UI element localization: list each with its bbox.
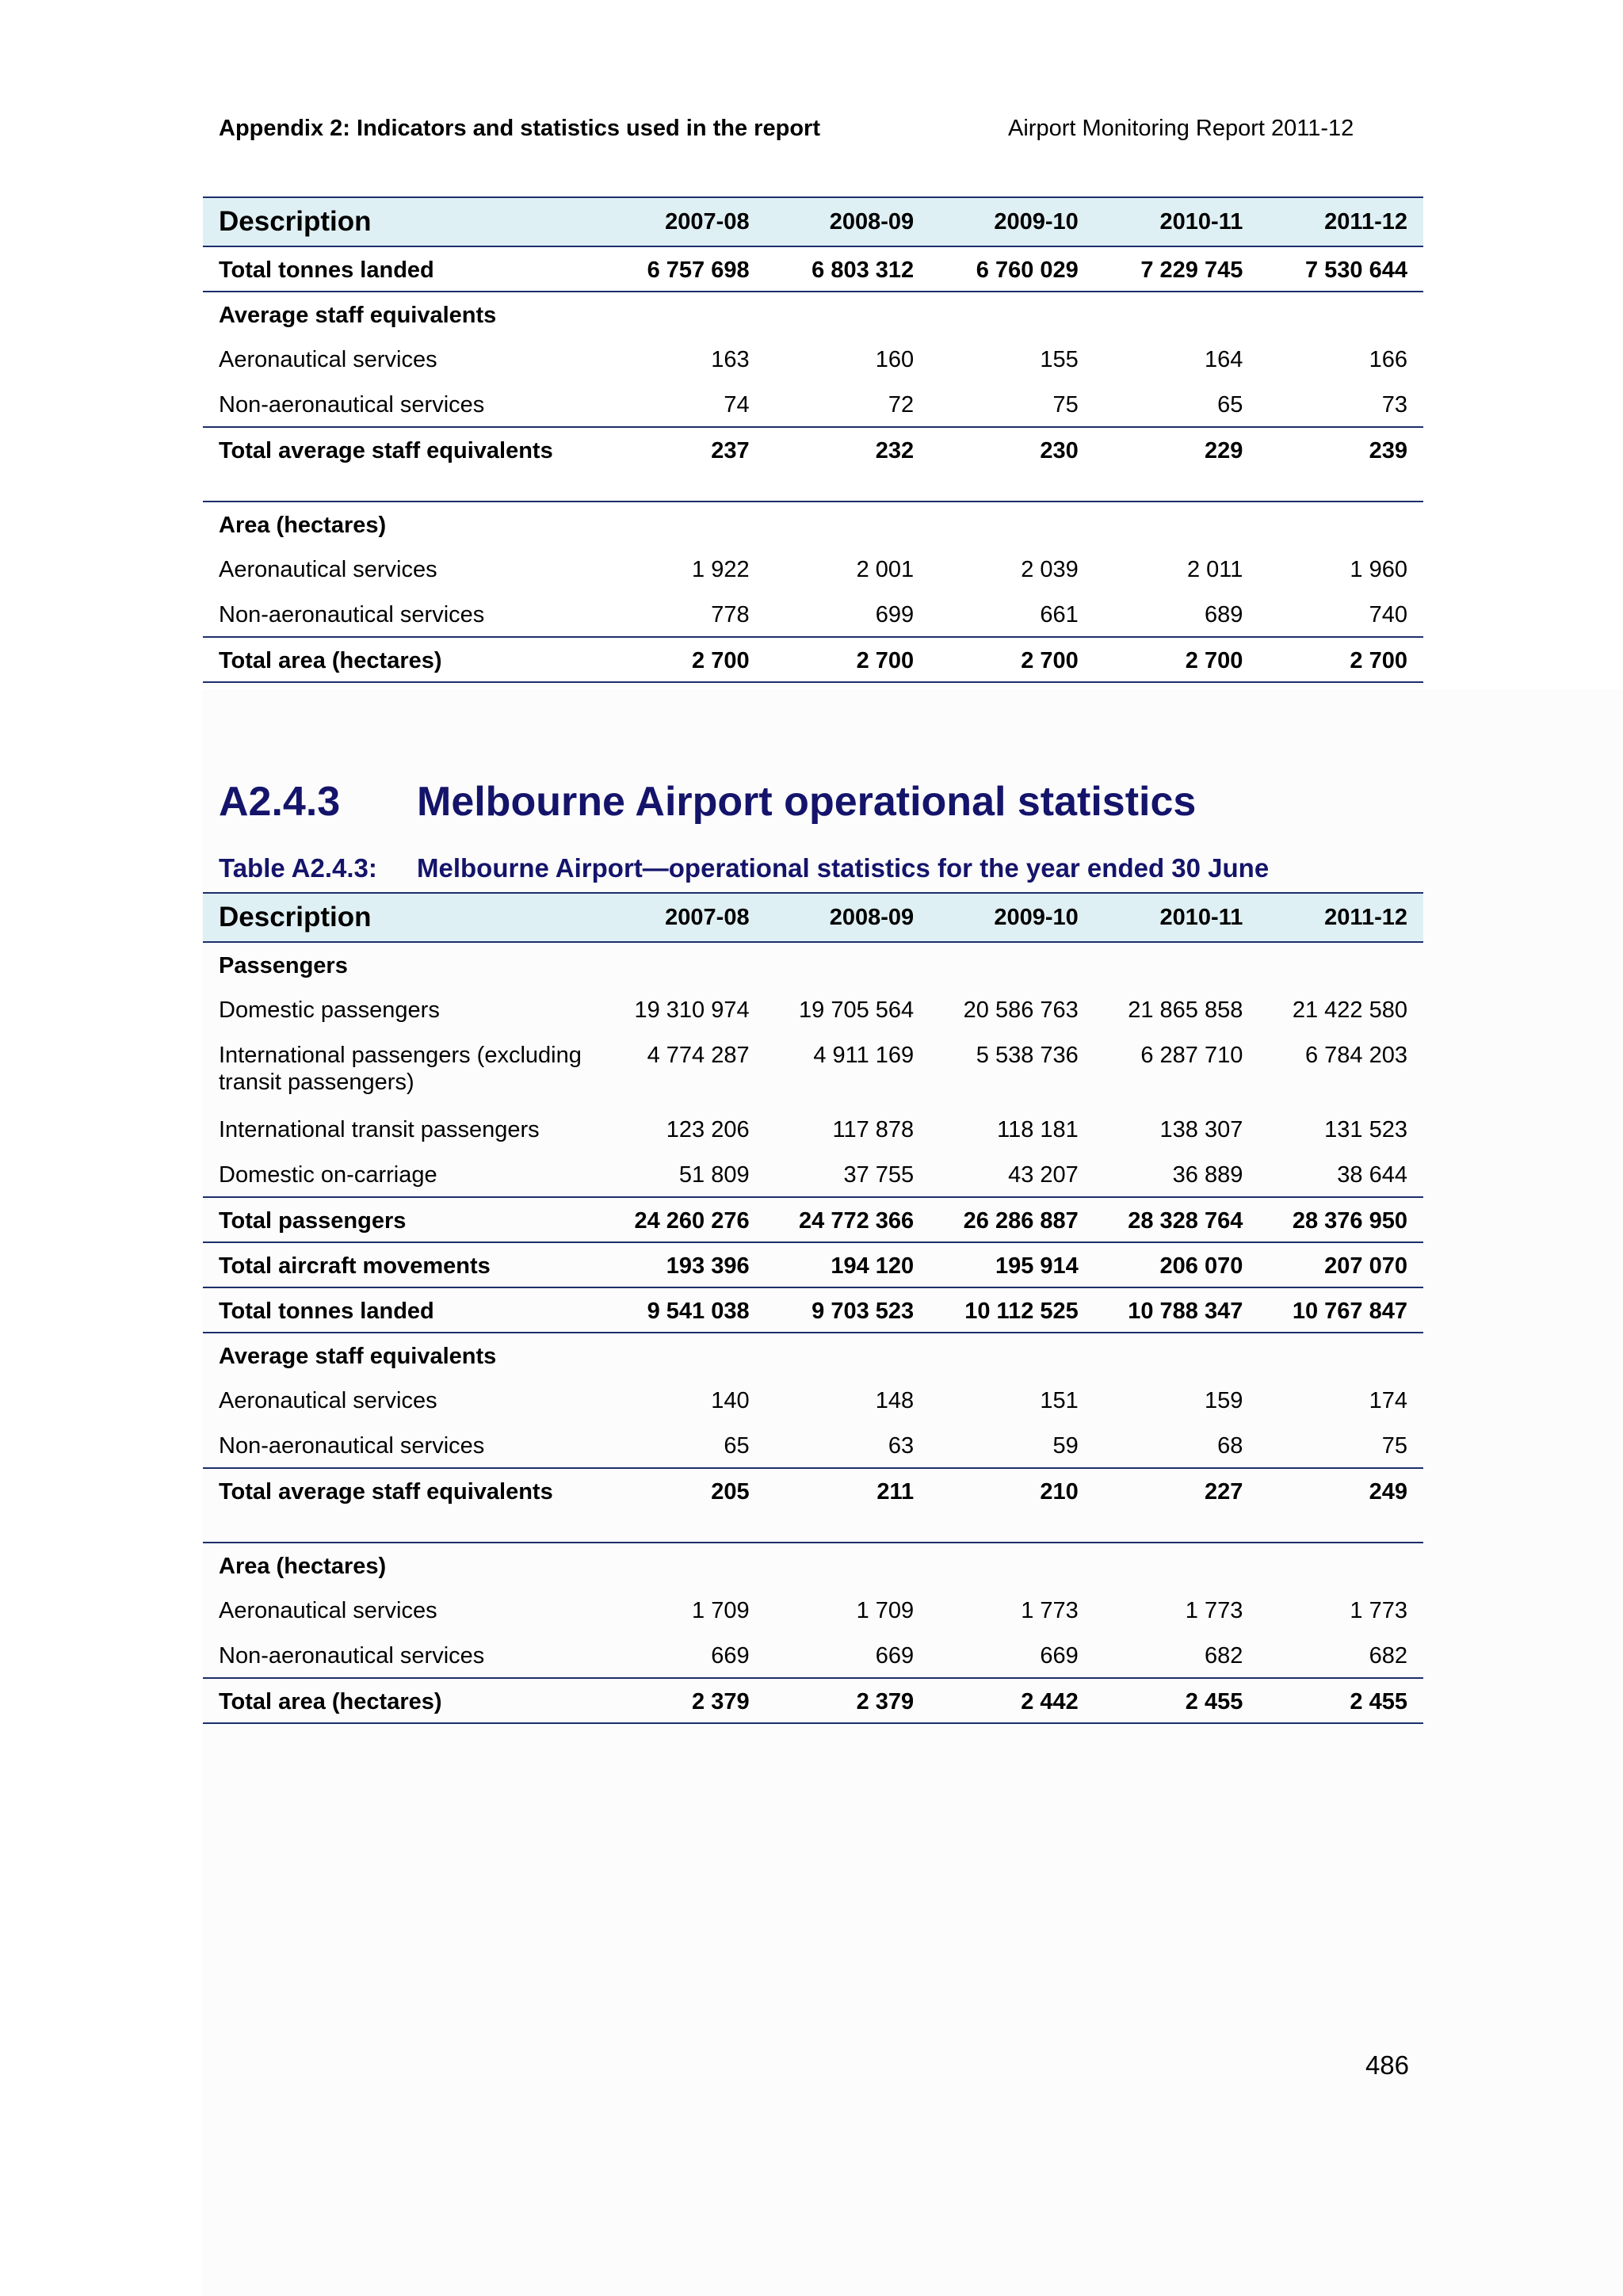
table-row [203, 427, 1423, 502]
cell-value [1258, 1543, 1423, 1588]
cell-value: 2 455 [1094, 1678, 1259, 1723]
cell-value: 2 011 [1186, 557, 1243, 582]
cell-value: 38 644 [1258, 1152, 1423, 1197]
cell-value: 2 039 [1021, 557, 1079, 582]
cell-value: 778 [601, 592, 766, 637]
table-row [203, 1152, 1423, 1197]
cell-value: 163 [711, 347, 750, 372]
row-label: Average staff equivalents [219, 303, 497, 328]
cell-value: 2 455 [1258, 1678, 1423, 1723]
column-header-year: 2008-09 [766, 197, 930, 246]
row-label: Passengers [219, 953, 348, 978]
cell-value: 6 287 710 [1140, 1043, 1243, 1068]
cell-value: 4 911 169 [813, 1043, 915, 1068]
cell-value [1094, 292, 1259, 337]
cell-value: 194 120 [766, 1242, 930, 1287]
cell-value: 155 [1040, 347, 1079, 372]
cell-value: 74 [601, 382, 766, 427]
cell-value: 72 [766, 382, 930, 427]
row-label: Non-aeronautical services [203, 382, 601, 427]
table-row [203, 1423, 1423, 1468]
cell-value: 159 [1204, 1388, 1243, 1413]
row-label: Total average staff equivalents [203, 1468, 601, 1543]
cell-value: 6 757 698 [601, 246, 766, 292]
cell-value: 210 [930, 1468, 1094, 1543]
cell-value: 1 773 [1021, 1598, 1079, 1623]
cell-value [1094, 942, 1259, 987]
cell-value: 19 310 974 [634, 997, 750, 1023]
cell-value: 10 788 347 [1094, 1287, 1259, 1333]
cell-value [601, 942, 766, 987]
column-header-year: 2010-11 [1094, 893, 1259, 942]
cell-value: 227 [1094, 1468, 1259, 1543]
cell-value: 193 396 [601, 1242, 766, 1287]
cell-value: 68 [1094, 1423, 1259, 1468]
section-heading [219, 778, 1196, 826]
cell-value: 195 914 [930, 1242, 1094, 1287]
cell-value: 5 538 736 [976, 1043, 1079, 1068]
cell-value: 237 [601, 427, 766, 502]
table-row [203, 1633, 1423, 1678]
cell-value: 151 [1040, 1388, 1079, 1413]
table-row [203, 382, 1423, 427]
table-header-row [203, 893, 1423, 942]
cell-value: 6 760 029 [930, 246, 1094, 292]
cell-value: 51 809 [601, 1152, 766, 1197]
cell-value: 205 [601, 1468, 766, 1543]
cell-value: 2 700 [766, 637, 930, 682]
cell-value [1258, 292, 1423, 337]
cell-value [601, 1333, 766, 1378]
cell-value: 229 [1094, 427, 1259, 502]
cell-value: 36 889 [1094, 1152, 1259, 1197]
cell-value: 206 070 [1094, 1242, 1259, 1287]
cell-value: 21 865 858 [1128, 997, 1243, 1023]
cell-value [1258, 1333, 1423, 1378]
cell-value [766, 942, 930, 987]
cell-value: 160 [875, 347, 915, 372]
cell-value: 1 960 [1350, 557, 1407, 582]
cell-value: 682 [1094, 1633, 1259, 1678]
cell-value: 26 286 887 [930, 1197, 1094, 1242]
row-label: Total aircraft movements [203, 1242, 601, 1287]
cell-value: 9 541 038 [601, 1287, 766, 1333]
column-header-year: 2011-12 [1258, 197, 1423, 246]
column-header-description: Description [203, 197, 601, 246]
cell-value: 2 379 [766, 1678, 930, 1723]
cell-value: 73 [1258, 382, 1423, 427]
cell-value: 2 379 [601, 1678, 766, 1723]
table-row [203, 292, 1423, 337]
table-row [203, 1107, 1423, 1152]
row-label: Aeronautical services [219, 1388, 437, 1413]
cell-value: 230 [930, 427, 1094, 502]
cell-value: 131 523 [1324, 1117, 1407, 1142]
row-label: Area (hectares) [219, 513, 387, 538]
cell-value: 682 [1258, 1633, 1423, 1678]
cell-value: 24 260 276 [601, 1197, 766, 1242]
table-row [203, 502, 1423, 547]
row-label: Non-aeronautical services [203, 1423, 601, 1468]
cell-value: 232 [766, 427, 930, 502]
row-label: Domestic on-carriage [203, 1152, 601, 1197]
table-header-row [203, 197, 1423, 246]
cell-value [1258, 942, 1423, 987]
cell-value: 75 [930, 382, 1094, 427]
cell-value: 138 307 [1159, 1117, 1243, 1142]
running-header-title: Appendix 2: Indicators and statistics used in the report [219, 116, 820, 141]
table-row [203, 1378, 1423, 1423]
cell-value [1094, 1543, 1259, 1588]
column-header-year: 2007-08 [601, 893, 766, 942]
row-label: Domestic passengers [219, 997, 440, 1023]
table-row [203, 1468, 1423, 1543]
table-row [203, 1287, 1423, 1333]
section-number: A2.4.3 [219, 779, 341, 825]
cell-value: 7 530 644 [1258, 246, 1423, 292]
table-row [203, 592, 1423, 637]
row-label: Total tonnes landed [203, 1287, 601, 1333]
cell-value: 166 [1369, 347, 1407, 372]
table-row [203, 1032, 1423, 1107]
cell-value: 1 773 [1185, 1598, 1243, 1623]
table-row [203, 1588, 1423, 1633]
cell-value: 28 328 764 [1094, 1197, 1259, 1242]
table-row [203, 1333, 1423, 1378]
cell-value [766, 1333, 930, 1378]
cell-value: 1 709 [692, 1598, 750, 1623]
cell-value: 689 [1094, 592, 1259, 637]
row-label: Average staff equivalents [219, 1344, 497, 1369]
cell-value: 740 [1258, 592, 1423, 637]
cell-value: 207 070 [1258, 1242, 1423, 1287]
row-label: Total average staff equivalents [203, 427, 601, 502]
cell-value: 6 784 203 [1304, 1043, 1407, 1068]
table-caption [219, 853, 1269, 883]
column-header-year: 2009-10 [930, 893, 1094, 942]
row-label: Aeronautical services [219, 557, 437, 582]
cell-value: 2 700 [1258, 637, 1423, 682]
column-header-year: 2007-08 [601, 197, 766, 246]
cell-value: 140 [711, 1388, 750, 1413]
running-header-report: Airport Monitoring Report 2011-12 [1008, 116, 1354, 141]
cell-value: 2 700 [1094, 637, 1259, 682]
cell-value [1094, 502, 1259, 547]
column-header-description: Description [203, 893, 601, 942]
table-row [203, 987, 1423, 1032]
cell-value: 2 700 [930, 637, 1094, 682]
cell-value: 75 [1258, 1423, 1423, 1468]
cell-value: 28 376 950 [1258, 1197, 1423, 1242]
cell-value [766, 1543, 930, 1588]
table-row [203, 547, 1423, 592]
row-label: Total area (hectares) [203, 1678, 601, 1723]
cell-value [1094, 1333, 1259, 1378]
table-row [203, 246, 1423, 292]
cell-value [930, 1543, 1094, 1588]
cell-value: 148 [875, 1388, 915, 1413]
table-row [203, 1678, 1423, 1723]
row-label: Area (hectares) [219, 1554, 387, 1579]
cell-value: 21 422 580 [1292, 997, 1407, 1023]
column-header-year: 2010-11 [1094, 197, 1259, 246]
cell-value: 2 700 [601, 637, 766, 682]
page-number: 486 [1365, 2050, 1409, 2080]
cell-value: 1 922 [692, 557, 750, 582]
cell-value: 43 207 [930, 1152, 1094, 1197]
melbourne-stats-table [203, 892, 1423, 1724]
cell-value: 249 [1258, 1468, 1423, 1543]
cell-value: 2 001 [856, 557, 915, 582]
cell-value [601, 292, 766, 337]
row-label: Non-aeronautical services [203, 1633, 601, 1678]
cell-value: 661 [930, 592, 1094, 637]
cell-value: 164 [1204, 347, 1243, 372]
cell-value: 2 442 [930, 1678, 1094, 1723]
cell-value: 6 803 312 [766, 246, 930, 292]
cell-value: 174 [1369, 1388, 1407, 1413]
cell-value [1258, 502, 1423, 547]
column-header-year: 2011-12 [1258, 893, 1423, 942]
cell-value: 669 [766, 1633, 930, 1678]
row-label: Aeronautical services [219, 1598, 437, 1623]
cell-value: 669 [601, 1633, 766, 1678]
cell-value: 65 [601, 1423, 766, 1468]
row-label: Total tonnes landed [203, 246, 601, 292]
cell-value: 9 703 523 [766, 1287, 930, 1333]
table-row [203, 1197, 1423, 1242]
cell-value: 1 709 [856, 1598, 915, 1623]
table-row [203, 337, 1423, 382]
cell-value: 37 755 [766, 1152, 930, 1197]
row-label: International passengers (excluding transit passengers) [219, 1043, 582, 1095]
column-header-year: 2008-09 [766, 893, 930, 942]
cell-value: 10 112 525 [930, 1287, 1094, 1333]
cell-value: 10 767 847 [1258, 1287, 1423, 1333]
column-header-year: 2009-10 [930, 197, 1094, 246]
cell-value: 7 229 745 [1094, 246, 1259, 292]
row-label: Total area (hectares) [203, 637, 601, 682]
cell-value [930, 1333, 1094, 1378]
cell-value: 59 [930, 1423, 1094, 1468]
section-title: Melbourne Airport operational statistics [417, 779, 1197, 825]
table-row [203, 1242, 1423, 1287]
cell-value: 699 [766, 592, 930, 637]
table-row [203, 1543, 1423, 1588]
cell-value: 117 878 [832, 1117, 915, 1142]
cell-value [601, 502, 766, 547]
row-label: Total passengers [203, 1197, 601, 1242]
cell-value: 4 774 287 [647, 1043, 750, 1068]
table-caption-number: Table A2.4.3: [219, 853, 377, 883]
row-label: International transit passengers [219, 1117, 540, 1142]
cell-value: 1 773 [1350, 1598, 1407, 1623]
cell-value: 20 586 763 [963, 997, 1079, 1023]
cell-value [766, 292, 930, 337]
cell-value: 211 [766, 1468, 930, 1543]
table-caption-title: Melbourne Airport—operational statistics for the year ended 30 June [417, 853, 1270, 883]
cell-value [766, 502, 930, 547]
cell-value: 239 [1258, 427, 1423, 502]
cell-value [601, 1543, 766, 1588]
cell-value: 123 206 [666, 1117, 750, 1142]
row-label: Non-aeronautical services [203, 592, 601, 637]
cell-value [930, 502, 1094, 547]
cell-value: 24 772 366 [766, 1197, 930, 1242]
cell-value: 65 [1094, 382, 1259, 427]
cell-value [930, 942, 1094, 987]
table-row [203, 637, 1423, 682]
row-label: Aeronautical services [219, 347, 437, 372]
cell-value: 63 [766, 1423, 930, 1468]
cell-value: 669 [930, 1633, 1094, 1678]
cell-value: 19 705 564 [799, 997, 915, 1023]
cell-value: 118 181 [997, 1117, 1079, 1142]
stats-table-continued [203, 196, 1423, 683]
cell-value [930, 292, 1094, 337]
table-row [203, 942, 1423, 987]
